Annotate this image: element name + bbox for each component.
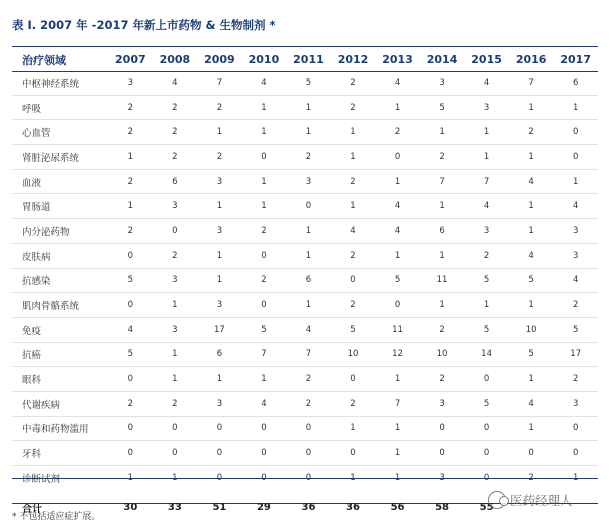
therapeutic-area-cell: 眼科 — [12, 367, 108, 392]
count-cell: 2 — [108, 95, 153, 120]
count-cell: 4 — [553, 194, 598, 219]
watermark-text: 医药经理人 — [510, 493, 573, 508]
count-cell: 1 — [375, 441, 420, 466]
count-cell: 0 — [108, 416, 153, 441]
count-cell: 11 — [420, 268, 465, 293]
therapeutic-area-cell: 抗感染 — [12, 268, 108, 293]
count-cell: 3 — [197, 169, 242, 194]
count-cell: 3 — [153, 194, 198, 219]
count-cell: 7 — [464, 169, 509, 194]
count-cell: 1 — [197, 194, 242, 219]
therapeutic-area-cell: 肾脏泌尿系统 — [12, 145, 108, 170]
count-cell: 0 — [197, 416, 242, 441]
count-cell: 4 — [464, 194, 509, 219]
count-cell: 1 — [242, 120, 287, 145]
year-header: 2008 — [159, 53, 191, 66]
count-cell: 0 — [242, 145, 287, 170]
count-cell: 1 — [509, 194, 554, 219]
count-cell: 1 — [420, 120, 465, 145]
count-cell: 2 — [108, 120, 153, 145]
count-cell: 4 — [509, 243, 554, 268]
count-cell: 3 — [153, 317, 198, 342]
count-cell: 3 — [420, 71, 465, 95]
count-cell: 2 — [153, 95, 198, 120]
count-cell: 2 — [331, 293, 376, 318]
count-cell: 0 — [483, 472, 490, 483]
count-cell: 0 — [553, 120, 598, 145]
table-row — [12, 416, 598, 441]
count-cell: 1 — [420, 243, 465, 268]
count-cell: 1 — [242, 194, 287, 219]
count-cell: 2 — [153, 145, 198, 170]
count-cell: 2 — [108, 391, 153, 416]
count-cell: 2 — [331, 71, 376, 95]
count-cell: 0 — [375, 293, 420, 318]
count-cell: 1 — [197, 120, 242, 145]
count-cell: 3 — [108, 71, 153, 95]
count-cell: 14 — [464, 342, 509, 367]
count-cell: 0 — [108, 243, 153, 268]
count-cell: 5 — [286, 71, 331, 95]
count-cell: 3 — [420, 391, 465, 416]
count-cell: 0 — [286, 416, 331, 441]
therapeutic-area-cell: 肌肉骨骼系统 — [12, 293, 108, 318]
count-cell: 4 — [509, 391, 554, 416]
count-cell: 2 — [331, 391, 376, 416]
count-cell: 5 — [331, 317, 376, 342]
count-cell: 2 — [420, 367, 465, 392]
therapeutic-area-cell: 心血管 — [12, 120, 108, 145]
count-cell: 2 — [331, 95, 376, 120]
therapeutic-area-cell: 诊断试剂 — [22, 473, 61, 485]
count-cell: 0 — [108, 293, 153, 318]
year-header: 2017 — [560, 53, 591, 66]
year-header: 2010 — [248, 53, 280, 66]
count-cell: 1 — [509, 416, 554, 441]
count-cell: 3 — [553, 391, 598, 416]
count-cell: 0 — [420, 441, 465, 466]
count-cell: 6 — [197, 342, 242, 367]
table-row — [12, 219, 598, 244]
count-cell: 1 — [375, 367, 420, 392]
count-cell: 0 — [464, 416, 509, 441]
count-cell: 1 — [286, 120, 331, 145]
count-cell: 1 — [464, 120, 509, 145]
count-cell: 1 — [572, 472, 579, 483]
count-cell: 4 — [331, 219, 376, 244]
year-header: 2013 — [382, 53, 413, 66]
table-row — [12, 169, 598, 194]
count-cell: 1 — [331, 145, 376, 170]
count-cell: 2 — [197, 95, 242, 120]
count-cell: 0 — [305, 472, 312, 483]
table-row — [12, 441, 598, 466]
total-label: 合计 — [22, 504, 42, 516]
count-cell: 1 — [286, 95, 331, 120]
count-cell: 1 — [242, 169, 287, 194]
count-cell: 4 — [286, 317, 331, 342]
count-cell: 3 — [197, 391, 242, 416]
count-cell: 1 — [464, 293, 509, 318]
count-cell: 11 — [375, 317, 420, 342]
count-cell: 2 — [153, 391, 198, 416]
count-cell: 6 — [286, 268, 331, 293]
count-cell: 4 — [375, 219, 420, 244]
total-cell: 58 — [435, 502, 450, 514]
count-cell: 0 — [153, 441, 198, 466]
table-row — [12, 342, 598, 367]
count-cell: 6 — [420, 219, 465, 244]
count-cell: 1 — [509, 219, 554, 244]
count-cell: 2 — [286, 145, 331, 170]
count-cell: 1 — [197, 243, 242, 268]
count-cell: 2 — [553, 293, 598, 318]
count-cell: 2 — [331, 243, 376, 268]
count-cell: 2 — [420, 145, 465, 170]
count-cell: 1 — [242, 95, 287, 120]
count-cell: 2 — [242, 268, 287, 293]
table-row — [12, 120, 598, 145]
count-cell: 1 — [197, 367, 242, 392]
watermark — [488, 491, 573, 509]
count-cell: 1 — [331, 416, 376, 441]
count-cell: 17 — [197, 317, 242, 342]
count-cell: 1 — [350, 472, 356, 483]
count-cell: 3 — [197, 293, 242, 318]
count-cell: 1 — [286, 293, 331, 318]
table-body — [12, 71, 598, 490]
area-column-header: 治疗领域 — [22, 53, 66, 67]
count-cell: 0 — [261, 472, 267, 483]
count-cell: 2 — [464, 243, 509, 268]
count-cell: 0 — [331, 367, 376, 392]
count-cell: 7 — [286, 342, 331, 367]
wechat-icon — [488, 491, 506, 509]
count-cell: 5 — [375, 268, 420, 293]
count-cell: 3 — [439, 472, 445, 483]
count-cell: 5 — [509, 268, 554, 293]
count-cell: 0 — [108, 367, 153, 392]
total-cell: 55 — [479, 502, 494, 514]
count-cell: 0 — [286, 441, 331, 466]
table-row — [12, 194, 598, 219]
count-cell: 5 — [464, 317, 509, 342]
year-header: 2014 — [426, 53, 458, 66]
count-cell: 3 — [286, 169, 331, 194]
count-cell: 5 — [464, 391, 509, 416]
year-header: 2011 — [293, 53, 324, 66]
total-cell: 29 — [256, 502, 271, 514]
count-cell: 1 — [197, 268, 242, 293]
count-cell: 5 — [553, 317, 598, 342]
count-cell: 2 — [286, 391, 331, 416]
therapeutic-area-cell: 牙科 — [12, 441, 108, 466]
therapeutic-area-cell: 胃肠道 — [12, 194, 108, 219]
count-cell: 7 — [242, 342, 287, 367]
table-row — [12, 391, 598, 416]
count-cell: 4 — [153, 71, 198, 95]
count-cell: 1 — [153, 342, 198, 367]
count-cell: 4 — [509, 169, 554, 194]
count-cell: 7 — [197, 71, 242, 95]
count-cell: 0 — [464, 367, 509, 392]
table-row — [12, 71, 598, 95]
count-cell: 2 — [286, 367, 331, 392]
count-cell: 0 — [420, 416, 465, 441]
drug-approvals-table — [12, 48, 598, 520]
count-cell: 5 — [108, 342, 153, 367]
count-cell: 5 — [420, 95, 465, 120]
table-row — [12, 268, 598, 293]
count-cell: 5 — [509, 342, 554, 367]
count-cell: 3 — [153, 268, 198, 293]
count-cell: 7 — [420, 169, 465, 194]
count-cell: 3 — [197, 219, 242, 244]
table-row — [12, 367, 598, 392]
count-cell: 17 — [553, 342, 598, 367]
total-cell: 30 — [123, 502, 138, 514]
count-cell: 0 — [153, 416, 198, 441]
count-cell: 0 — [553, 441, 598, 466]
count-cell: 1 — [108, 145, 153, 170]
count-cell: 6 — [553, 71, 598, 95]
therapeutic-area-cell: 皮肤病 — [12, 243, 108, 268]
count-cell: 4 — [108, 317, 153, 342]
total-cell: 36 — [346, 502, 360, 514]
count-cell: 10 — [420, 342, 465, 367]
therapeutic-area-cell: 抗癌 — [12, 342, 108, 367]
therapeutic-area-cell: 内分泌药物 — [12, 219, 108, 244]
count-cell: 0 — [509, 441, 554, 466]
count-cell: 2 — [528, 472, 534, 483]
table-row — [12, 293, 598, 318]
count-cell: 2 — [242, 219, 287, 244]
count-cell: 0 — [553, 416, 598, 441]
count-cell: 7 — [509, 71, 554, 95]
therapeutic-area-cell: 呼吸 — [12, 95, 108, 120]
count-cell: 3 — [553, 243, 598, 268]
count-cell: 1 — [286, 219, 331, 244]
count-cell: 12 — [375, 342, 420, 367]
count-cell: 5 — [242, 317, 287, 342]
count-cell: 1 — [108, 194, 153, 219]
count-cell: 0 — [331, 268, 376, 293]
table-header-row — [12, 48, 598, 71]
table-row — [12, 243, 598, 268]
year-header: 2009 — [204, 53, 235, 66]
count-cell: 4 — [242, 391, 287, 416]
count-cell: 4 — [375, 71, 420, 95]
count-cell: 10 — [331, 342, 376, 367]
count-cell: 4 — [464, 71, 509, 95]
count-cell: 1 — [331, 120, 376, 145]
count-cell: 0 — [242, 416, 287, 441]
count-cell: 1 — [394, 472, 401, 483]
count-cell: 3 — [464, 95, 509, 120]
count-cell: 0 — [153, 219, 198, 244]
count-cell: 1 — [509, 367, 554, 392]
count-cell: 0 — [553, 145, 598, 170]
count-cell: 1 — [464, 145, 509, 170]
count-cell: 0 — [197, 441, 242, 466]
year-header: 2007 — [115, 53, 146, 66]
total-cell: 36 — [301, 502, 316, 514]
count-cell: 3 — [464, 219, 509, 244]
therapeutic-area-cell: 代谢疾病 — [12, 391, 108, 416]
count-cell: 2 — [509, 120, 554, 145]
count-cell: 2 — [197, 145, 242, 170]
count-cell: 1 — [172, 472, 178, 483]
count-cell: 2 — [108, 219, 153, 244]
table-row — [12, 466, 598, 490]
count-cell: 6 — [153, 169, 198, 194]
count-cell: 4 — [553, 268, 598, 293]
therapeutic-area-cell: 中枢神经系统 — [12, 71, 108, 95]
therapeutic-area-cell: 血液 — [12, 169, 108, 194]
count-cell: 1 — [153, 367, 198, 392]
total-cell: 33 — [167, 502, 182, 514]
count-cell: 2 — [553, 367, 598, 392]
count-cell: 0 — [242, 441, 287, 466]
count-cell: 2 — [420, 317, 465, 342]
count-cell: 1 — [375, 243, 420, 268]
count-cell: 1 — [553, 169, 598, 194]
count-cell: 10 — [509, 317, 554, 342]
count-cell: 2 — [375, 120, 420, 145]
count-cell: 1 — [331, 194, 376, 219]
count-cell: 0 — [331, 441, 376, 466]
count-cell: 5 — [464, 268, 509, 293]
count-cell: 1 — [553, 95, 598, 120]
count-cell: 0 — [464, 441, 509, 466]
count-cell: 7 — [375, 391, 420, 416]
table-row — [12, 145, 598, 170]
total-cell: 51 — [212, 502, 227, 514]
count-cell: 4 — [375, 194, 420, 219]
count-cell: 1 — [375, 95, 420, 120]
count-cell: 0 — [286, 194, 331, 219]
table-row — [12, 95, 598, 120]
count-cell: 2 — [331, 169, 376, 194]
count-cell: 1 — [375, 416, 420, 441]
count-cell: 0 — [108, 441, 153, 466]
count-cell: 1 — [509, 293, 554, 318]
count-cell: 1 — [509, 145, 554, 170]
count-cell: 0 — [242, 293, 287, 318]
count-cell: 2 — [108, 169, 153, 194]
count-cell: 1 — [242, 367, 287, 392]
count-cell: 1 — [509, 95, 554, 120]
count-cell: 5 — [108, 268, 153, 293]
count-cell: 1 — [375, 169, 420, 194]
therapeutic-area-cell: 中毒和药物滥用 — [12, 416, 108, 441]
table-top-rule — [12, 46, 598, 47]
count-cell: 0 — [375, 145, 420, 170]
count-cell: 1 — [127, 472, 134, 483]
year-header: 2016 — [515, 53, 547, 66]
table-row — [12, 317, 598, 342]
count-cell: 0 — [216, 472, 223, 483]
table-title: 表 I. 2007 年 -2017 年新上市药物 & 生物制剂 * — [12, 18, 276, 32]
count-cell: 2 — [153, 120, 198, 145]
total-cell: 56 — [390, 502, 405, 514]
year-header: 2015 — [471, 53, 502, 66]
count-cell: 3 — [553, 219, 598, 244]
count-cell: 2 — [153, 243, 198, 268]
count-cell: 1 — [153, 293, 198, 318]
count-cell: 0 — [242, 243, 287, 268]
count-cell: 1 — [420, 194, 465, 219]
year-header: 2012 — [337, 53, 369, 66]
count-cell: 1 — [286, 243, 331, 268]
therapeutic-area-cell: 免疫 — [12, 317, 108, 342]
count-cell: 4 — [242, 71, 287, 95]
count-cell: 1 — [420, 293, 465, 318]
table-footnote: * 不包括适应症扩展。 — [12, 512, 101, 522]
